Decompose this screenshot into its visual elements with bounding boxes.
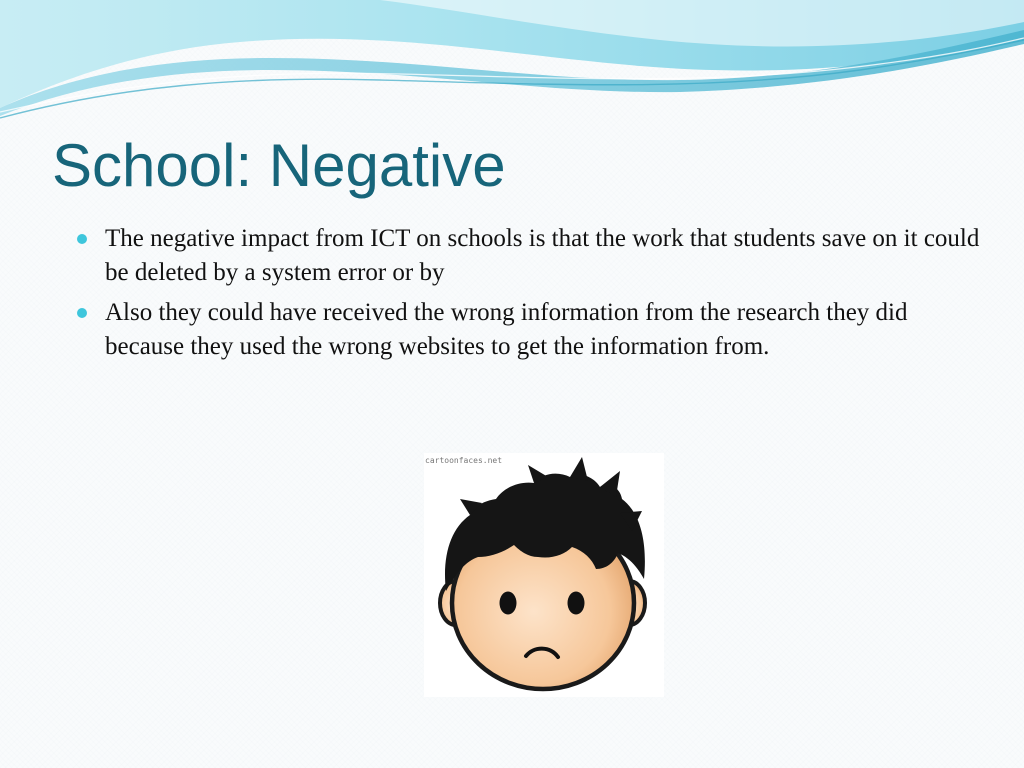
sad-face-image (424, 453, 664, 697)
bullet-list (76, 222, 986, 370)
bullet-text: The negative impact from ICT on schools is that the work that students save on it could be deleted by a system error or by (105, 225, 980, 286)
image-caption: cartoonfaces.net (425, 456, 503, 465)
bullet-item (76, 296, 986, 364)
sad-face-cartoon-icon (424, 453, 664, 697)
header-wave-decoration (0, 0, 1024, 130)
bullet-dot-icon (77, 308, 87, 318)
bullet-dot-icon (77, 234, 87, 244)
bullet-item (76, 222, 986, 290)
slide-title: School: Negative (52, 132, 506, 199)
bullet-text: Also they could have received the wrong information from the research they did because they used the wrong websites to get the information from. (105, 299, 908, 360)
